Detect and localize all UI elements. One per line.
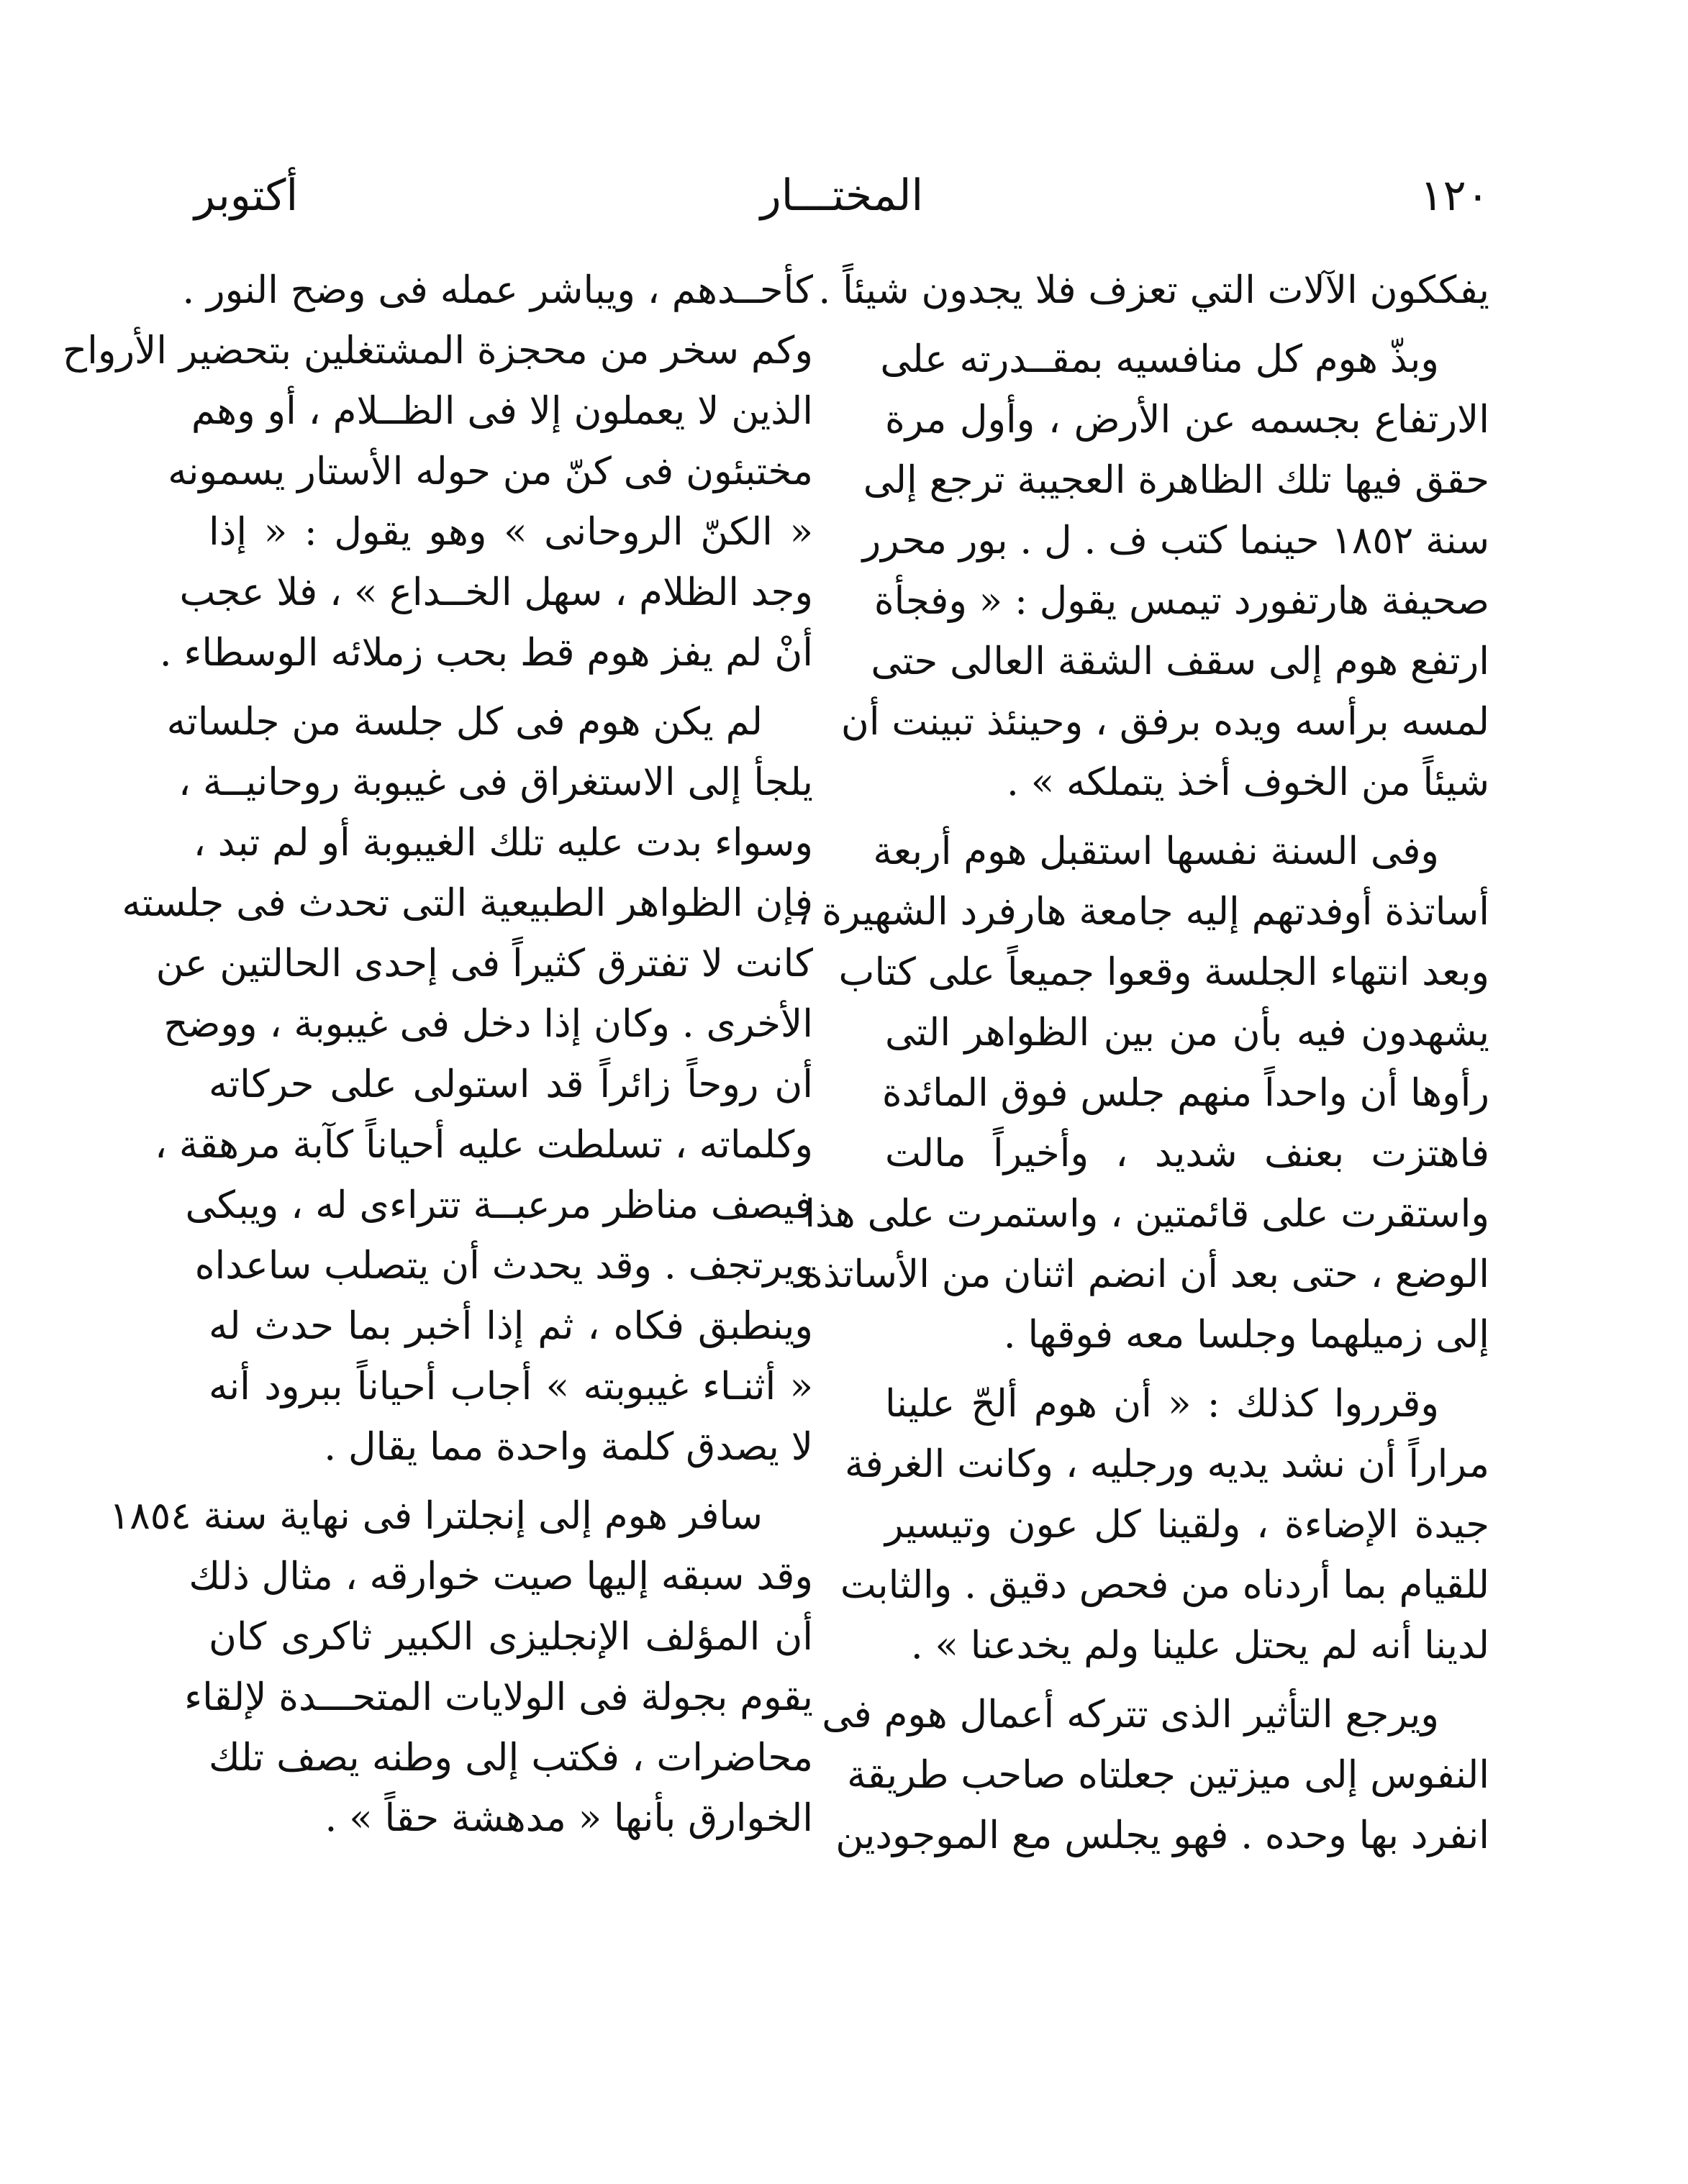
- paragraph: [822, 1685, 1489, 1866]
- text-line: « الكنّ الروحانى » وهو يقول : « إذا: [209, 510, 813, 554]
- paragraph: [840, 1374, 1489, 1676]
- text-line: وجد الظلام ، سهل الخــداع » ، فلا عجب: [179, 570, 813, 614]
- paragraph-gap: [209, 683, 813, 692]
- text-line: حقق فيها تلك الظاهرة العجيبة ترجع إلى: [863, 458, 1489, 502]
- text-line: فاهتزت بعنف شديد ، وأخيراً مالت: [885, 1132, 1489, 1175]
- text-line: ارتفع هوم إلى سقف الشقة العالى حتى: [871, 640, 1489, 683]
- text-line: إلى زميلهما وجلسا معه فوقها .: [1003, 1313, 1489, 1357]
- text-line: محاضرات ، فكتب إلى وطنه يصف تلك: [209, 1736, 813, 1780]
- text-line: فيصف مناظر مرعبــة تتراءى له ، ويبكى: [185, 1183, 813, 1227]
- running-header: [194, 167, 1489, 232]
- text-line: وفى السنة نفسها استقبل هوم أربعة: [873, 829, 1439, 873]
- paragraph-gap: [209, 1478, 813, 1486]
- text-line: وسواء بدت عليه تلك الغيبوبة أو لم تبد ،: [193, 821, 813, 865]
- paragraph-gap: [885, 1676, 1489, 1685]
- text-line: الارتفاع بجسمه عن الأرض ، وأول مرة: [885, 398, 1489, 442]
- journal-title: المختـــار: [760, 170, 924, 221]
- text-line: مراراً أن نشد يديه ورجليه ، وكانت الغرفة: [844, 1442, 1489, 1486]
- text-line: لمسه برأسه ويده برفق ، وحينئذ تبينت أن: [840, 700, 1489, 744]
- text-line: سافر هوم إلى إنجلترا فى نهاية سنة ١٨٥٤: [109, 1494, 763, 1538]
- text-line: ويرجع التأثير الذى تتركه أعمال هوم فى: [822, 1693, 1439, 1737]
- issue-month: أكتوبر: [194, 170, 299, 221]
- text-line: وقد سبقه إليها صيت خوارقه ، مثال ذلك: [189, 1555, 813, 1598]
- text-line: واستقرت على قائمتين ، واستمرت على هذا: [804, 1192, 1489, 1236]
- text-line: ويرتجف . وقد يحدث أن يتصلب ساعداه: [194, 1244, 813, 1288]
- text-line: لا يصدق كلمة واحدة مما يقال .: [324, 1425, 813, 1469]
- text-line: يفككون الآلات التي تعزف فلا يجدون شيئاً .: [818, 268, 1489, 312]
- paragraph-gap: [885, 1365, 1489, 1374]
- text-line: وكم سخر من محجزة المشتغلين بتحضير الأرواح: [62, 329, 813, 373]
- paragraph-gap: [885, 321, 1489, 329]
- text-line: كأحــدهم ، ويباشر عمله فى وضح النور .: [182, 268, 813, 312]
- text-line: وينطبق فكاه ، ثم إذا أخبر بما حدث له: [209, 1304, 813, 1348]
- text-line: رأوها أن واحداً منهم جلس فوق المائدة: [881, 1071, 1489, 1115]
- text-line: « أثنـاء غيبوبته » أجاب أحياناً ببرود أنه: [209, 1365, 813, 1409]
- paragraph: [62, 260, 813, 683]
- text-line: انفرد بها وحده . فهو يجلس مع الموجودين: [835, 1814, 1489, 1857]
- text-line: فإن الظواهر الطبيعية التى تحدث فى جلسته: [122, 881, 813, 925]
- text-line: كانت لا تفترق كثيراً فى إحدى الحالتين عن: [155, 942, 813, 986]
- text-line: جيدة الإضاءة ، ولقينا كل عون وتيسير: [885, 1503, 1489, 1547]
- text-line: شيئاً من الخوف أخذ يتملكه » .: [1007, 760, 1489, 804]
- paragraph-gap: [885, 813, 1489, 822]
- text-line: الذين لا يعملون إلا فى الظــلام ، أو وهم: [191, 389, 813, 433]
- paragraph: [818, 260, 1489, 321]
- text-line: يقوم بجولة فى الولايات المتحـــدة لإلقاء: [184, 1675, 813, 1719]
- text-line: الخوارق بأنها « مدهشة حقاً » .: [325, 1796, 813, 1840]
- text-line: الأخرى . وكان إذا دخل فى غيبوبة ، ووضح: [163, 1002, 813, 1046]
- text-line: وكلماته ، تسلطت عليه أحياناً كآبة مرهقة ،: [154, 1123, 813, 1167]
- text-line: أن المؤلف الإنجليزى الكبير ثاكرى كان: [209, 1615, 813, 1659]
- text-line: وبذّ هوم كل منافسيه بمقــدرته على: [880, 337, 1439, 381]
- text-line: الوضع ، حتى بعد أن انضم اثنان من الأساتذة: [803, 1252, 1489, 1296]
- text-line: أنْ لم يفز هوم قط بحب زملائه الوسطاء .: [159, 631, 813, 675]
- paragraph: [122, 692, 813, 1478]
- right-text-column: [797, 260, 1489, 1866]
- text-line: مختبئون فى كنّ من حوله الأستار يسمونه: [168, 450, 813, 493]
- text-line: وقرروا كذلك : « أن هوم ألحّ علينا: [885, 1382, 1439, 1426]
- page-number: ١٢٠: [1420, 170, 1489, 221]
- text-line: أن روحاً زائراً قد استولى على حركاته: [209, 1063, 813, 1106]
- text-line: يشهدون فيه بأن من بين الظواهر التى: [885, 1011, 1489, 1055]
- text-line: النفوس إلى ميزتين جعلتاه صاحب طريقة: [847, 1753, 1489, 1797]
- text-line: لم يكن هوم فى كل جلسة من جلساته: [166, 700, 763, 744]
- text-line: يلجأ إلى الاستغراق فى غيبوبة روحانيــة ،: [178, 760, 813, 804]
- paragraph: [840, 329, 1489, 813]
- paragraph: [797, 822, 1489, 1365]
- text-line: للقيام بما أردناه من فحص دقيق . والثابت: [840, 1563, 1489, 1607]
- text-line: لدينا أنه لم يحتل علينا ولم يخدعنا » .: [910, 1624, 1489, 1667]
- text-line: صحيفة هارتفورد تيمس يقول : « وفجأة: [874, 579, 1489, 623]
- left-text-column: [62, 260, 813, 1849]
- text-line: سنة ١٨٥٢ حينما كتب ف . ل . بور محرر: [862, 519, 1489, 563]
- text-line: وبعد انتهاء الجلسة وقعوا جميعاً على كتاب: [838, 950, 1489, 994]
- text-line: أساتذة أوفدتهم إليه جامعة هارفرد الشهيرة ،: [797, 890, 1489, 934]
- paragraph: [109, 1486, 813, 1849]
